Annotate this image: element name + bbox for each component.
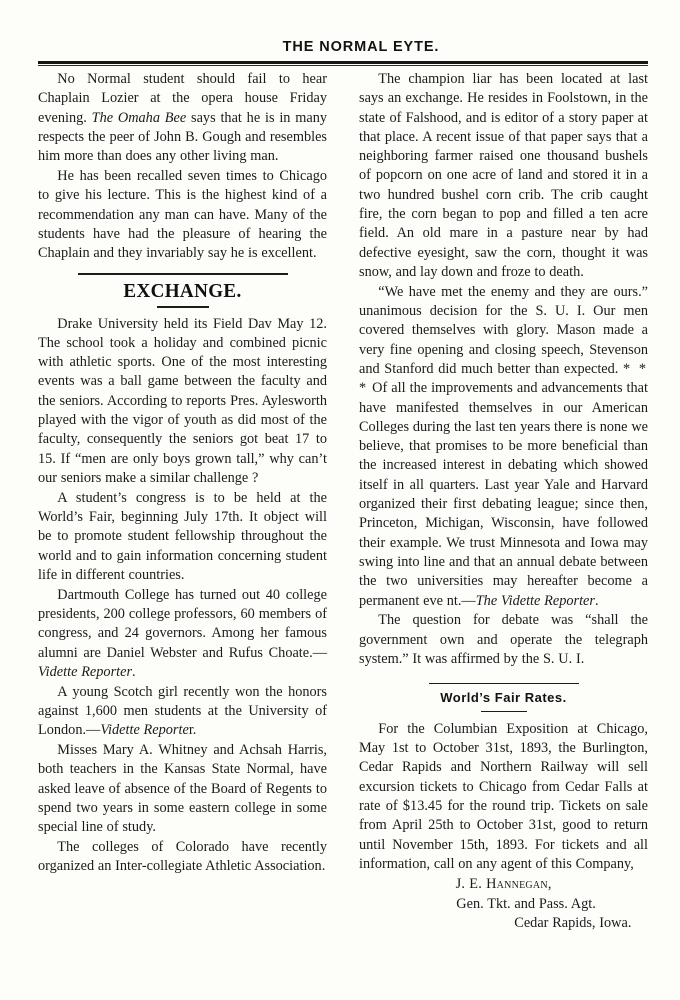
- exchange-section-heading: [38, 273, 327, 307]
- heading-rule-top: [78, 273, 288, 274]
- article-paragraph: The champion liar has been located at last says an exchange. He resides in Foolstown, in the state of Falshood, and is editor of a story paper at that place. A recent issue of that paper says that a neighboring farmer raised one thousand bushels of popcorn on one acre of land and stored it in a two hundred bushel corn crib. The crib caught fire, the corn began to pop and filled a ten acre field. An old mare in a pasture near by had defective eyesight, saw the corn, thought it was snow, and lay down and froze to death.: [359, 71, 648, 280]
- masthead: [38, 40, 648, 66]
- left-column: [38, 70, 327, 995]
- signature-location: Cedar Rapids, Iowa.: [514, 915, 632, 932]
- exchange-heading-label: EXCHANGE.: [123, 279, 242, 302]
- worlds-fair-rates-heading: [359, 683, 648, 712]
- page-title: THE NORMAL EYTE.: [282, 39, 440, 55]
- signature-name: J. E. Hannegan,: [455, 875, 552, 892]
- rates-heading-label: World’s Fair Rates.: [440, 690, 567, 706]
- asterism-break: * * *: [359, 360, 648, 397]
- right-column: [359, 70, 648, 995]
- signature-name-line: [359, 875, 648, 894]
- heading-rule-bottom: [157, 306, 209, 307]
- italic-citation: Vidette Reporte: [100, 722, 189, 739]
- column-container: [38, 70, 648, 995]
- article-paragraph: “We have met the enemy and they are ours.” unanimous decision for the S. U. I. Our men covered themselves with glory. Mason made a very fine opening and closing speech, Stevenson and Stanford did much better than expected. * * * Of all the improvements and advancements that have manifested themselves in our American Colleges during the last ten years there is none we believe, that promises to be more beneficial than the increased interest in debating which showed itself in all quarters. Last year Yale and Harvard organized their first debating league; since then, Princeton, Michigan, Wisconsin, have followed their example. We trust Minnesota and Iowa may swing into line and that an annual debate between the two universities may hereafter become a permanent eve nt.—The Vidette Reporter.: [359, 283, 648, 609]
- left-column-intro: [38, 70, 327, 263]
- article-paragraph: A young Scotch girl recently won the honors against 1,600 men students at the University of London.—Vidette Reporter.: [38, 683, 327, 739]
- heading-rule-top: [429, 683, 579, 684]
- article-paragraph: Drake University held its Field Dav May 12. The school took a holiday and combined picnic with athletic sports. One of the most interesting events was a ball game between the faculty and the seniors. According to reports Pres. Aylesworth played with the vigor of youth as did most of the faculty, consequently the seniors got beat 17 to 15. If “men are only boys grown tall,” why can’t our seniors make a similar challenge ?: [38, 315, 327, 486]
- article-paragraph: The colleges of Colorado have recently organized an Inter-collegiate Athletic Association.: [38, 839, 327, 875]
- article-paragraph: Dartmouth College has turned out 40 college presidents, 200 college professors, 60 members of congress, and 24 governors. Among her famous alumni are Daniel Webster and Rufus Choate.—Vidette Reporter.: [38, 586, 327, 680]
- article-paragraph: Misses Mary A. Whitney and Achsah Harris, both teachers in the Kansas State Normal, have asked leave of absence of the Board of Regents to spend two years in some eastern college in some special line of study.: [38, 742, 327, 836]
- right-column-articles: [359, 70, 648, 669]
- article-paragraph: No Normal student should fail to hear Chaplain Lozier at the opera house Friday evening. The Omaha Bee says that he is in many respects the peer of John B. Gough and resembles him more than does any other living man.: [38, 71, 328, 165]
- heading-rule-bottom: [481, 711, 527, 712]
- article-paragraph: A student’s congress is to be held at the World’s Fair, beginning July 17th. It object will be to promote student fellowship throughout the world and to gain information concerning student life in different countries.: [38, 489, 327, 583]
- article-paragraph: He has been recalled seven times to Chicago to give his lecture. This is the highest kind of a recommendation any man can have. Many of the students have had the pleasure of hearing the Chaplain and they invariably say he is excellent.: [38, 167, 327, 262]
- masthead-rule-thick: [38, 61, 648, 64]
- exchange-articles: [38, 315, 327, 877]
- italic-citation: The Omaha Bee: [91, 109, 187, 126]
- signature-title: Gen. Tkt. and Pass. Agt.: [456, 895, 596, 912]
- article-paragraph: For the Columbian Exposition at Chicago, May 1st to October 31st, 1893, the Burlington, Cedar Rapids and Northern Railway will sell excursion tickets to Chicago from Cedar Falls at rate of $13.45 for the round trip. Tickets on sale from April 25th to October 31st, good to return until November 15th, 1893. For tickets and all information, call on any agent of this Company,: [359, 720, 648, 872]
- article-paragraph: The question for debate was “shall the government own and operate the telegraph system.” It was affirmed by the S. U. I.: [359, 612, 648, 667]
- italic-citation: The Vidette Reporter: [475, 592, 595, 609]
- masthead-rule-thin: [38, 65, 648, 66]
- rates-notice: [359, 720, 648, 934]
- italic-citation: Vidette Reporter: [38, 663, 133, 680]
